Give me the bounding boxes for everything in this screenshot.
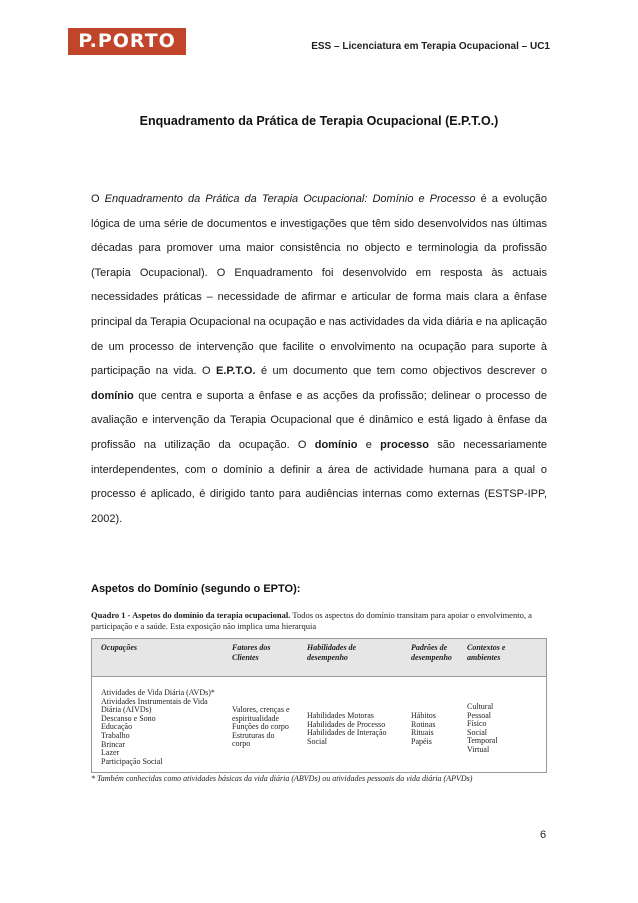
paragraph-text: O	[91, 193, 105, 205]
column-heading-fatores	[232, 643, 270, 663]
list-item: Social	[467, 727, 487, 737]
list-item: Papéis	[411, 736, 432, 746]
paragraph-text: é a evolução lógica de uma série de documentos e investigações que têm sido desenvolvidos nas últimas décadas para promover uma maior consistência no objecto e terminologia da profissão (Terapia Ocupacional). O Enquadramento foi desenvolvido em resposta às actuais necessidades práticas – necessidade de afirmar e articular de forma mais clara a ênfase principal da Terapia Ocupacional na ocupação e nas actividades da vida diária e na aplicação de um processo de intervenção que facilite o envolvimento na ocupação para suporte à participação na vida. O	[91, 193, 548, 378]
column-heading-line: Contextos e	[467, 643, 506, 652]
list-item: corpo	[232, 739, 251, 749]
figure-caption	[91, 610, 547, 632]
list-item: Educação	[101, 722, 133, 732]
column-items-ocupacoes	[101, 689, 215, 766]
column-heading-line: Ocupações	[101, 643, 137, 652]
list-item: Virtual	[467, 744, 490, 754]
column-heading-line: desempenho	[411, 653, 452, 662]
figure-caption-text: Todos os aspectos do domínio transitam para apoiar o envolvimento, a participação e a saúde. Esta exposição não implica uma hierarquia	[91, 610, 532, 631]
paragraph-bold-term: processo	[380, 438, 430, 451]
list-item: espiritualidade	[232, 713, 280, 723]
column-heading-ocupacoes	[101, 643, 137, 653]
column-heading-contextos	[467, 643, 505, 663]
column-items-contextos	[467, 703, 498, 755]
paragraph-bold-term: domínio	[314, 438, 358, 451]
list-item: Atividades Instrumentais de Vida	[101, 696, 208, 706]
domain-table	[91, 638, 547, 773]
paragraph-italic-title: Enquadramento da Prática da Terapia Ocupacional: Domínio e Processo	[104, 193, 476, 205]
domain-figure	[91, 610, 547, 783]
list-item: Estruturas do	[232, 730, 275, 740]
list-item: Rotinas	[411, 719, 436, 729]
paragraph-bold-term: E.P.T.O.	[216, 365, 256, 378]
page-number: 6	[540, 829, 547, 841]
column-heading-line: desempenho	[307, 653, 348, 662]
list-item: Físico	[467, 719, 487, 729]
list-item: Rituais	[411, 728, 434, 738]
section-heading: Aspetos do Domínio (segundo o EPTO):	[91, 583, 301, 595]
column-heading-habilidades	[307, 643, 356, 663]
list-item: Atividades de Vida Diária (AVDs)*	[101, 688, 215, 697]
figure-footnote: * Também conhecidas como atividades básicas da vida diária (ABVDs) ou atividades pessoais da vida diária (APVDs)	[91, 774, 473, 783]
page-title: Enquadramento da Prática de Terapia Ocupacional (E.P.T.O.)	[139, 114, 499, 128]
list-item: Valores, crenças e	[232, 705, 290, 714]
column-heading-line: Habilidades de	[307, 643, 357, 652]
course-header: ESS – Licenciatura em Terapia Ocupacional – UC1	[311, 41, 550, 52]
figure-caption-title: Quadro 1 - Aspetos do domínio da terapia ocupacional.	[91, 610, 291, 620]
paragraph-text: são necessariamente interdependentes, com o domínio a definir a área de actividade humana para a qual o processo é aplicado, é dirigido tanto para audiências internas como externas (ESTSP-IPP, 2002).	[91, 438, 547, 525]
list-item: Habilidades Motoras	[307, 711, 374, 720]
list-item: Hábitos	[411, 711, 436, 720]
column-items-fatores	[232, 706, 290, 749]
paragraph-text: que centra e suporta a ênfase e as acções da profissão; delinear o processo de avaliação e intervenção da Terapia Ocupacional que é dinâmico e está ligado à ênfase da profissão na utilização da ocupação. O	[91, 389, 547, 451]
paragraph-text: e	[357, 438, 381, 451]
list-item: Habilidades de Interação	[307, 728, 387, 738]
list-item: Trabalho	[101, 730, 130, 740]
intro-paragraph	[91, 187, 547, 531]
column-heading-padroes	[411, 643, 452, 663]
column-heading-line: ambientes	[467, 653, 501, 662]
column-heading-line: Fatores dos	[232, 643, 271, 652]
list-item: Funções do corpo	[232, 722, 289, 732]
list-item: Diária (AIVDs)	[101, 705, 152, 715]
paragraph-bold-term: domínio	[91, 389, 134, 402]
list-item: Descanso e Sono	[101, 713, 156, 723]
paragraph-text: é um documento que tem como objectivos descrever o	[255, 365, 547, 378]
list-item: Participação Social	[101, 756, 163, 766]
list-item: Cultural	[467, 702, 494, 711]
column-items-padroes	[411, 712, 436, 746]
column-heading-line: Padrões de	[411, 643, 448, 652]
list-item: Brincar	[101, 739, 125, 749]
list-item: Social	[307, 736, 327, 746]
list-item: Temporal	[467, 736, 498, 746]
column-items-habilidades	[307, 712, 387, 746]
list-item: Pessoal	[467, 710, 491, 720]
pporto-logo: P.PORTO	[68, 28, 186, 55]
list-item: Habilidades de Processo	[307, 719, 386, 729]
list-item: Lazer	[101, 748, 120, 758]
column-heading-line: Clientes	[232, 653, 259, 662]
